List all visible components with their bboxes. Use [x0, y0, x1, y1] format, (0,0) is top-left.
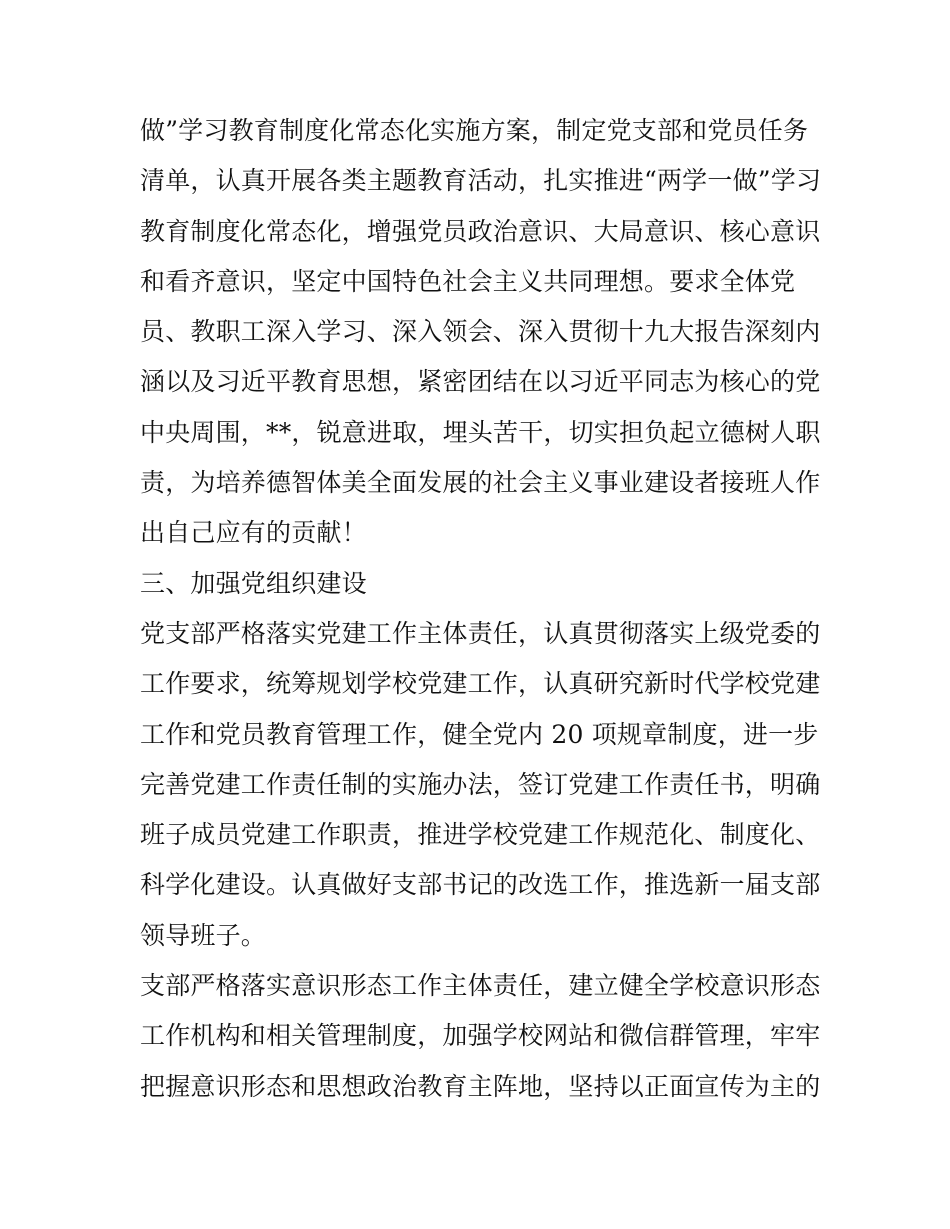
text-line: 教育制度化常态化，增强党员政治意识、大局意识、核心意识 [140, 216, 821, 246]
text-line: 工作和党员教育管理工作，健全党内 20 项规章制度，进一步 [140, 719, 819, 749]
text-line: 把握意识形态和思想政治教育主阵地，坚持以正面宣传为主的 [140, 1071, 821, 1101]
section-heading: 三、加强党组织建设 [140, 568, 367, 598]
text-line: 中央周围，**，锐意进取，埋头苦干，切实担负起立德树人职 [140, 417, 821, 447]
document-body [140, 106, 830, 1112]
text-line: 支部严格落实意识形态工作主体责任，建立健全学校意识形态 [140, 971, 821, 1001]
text-line: 科学化建设。认真做好支部书记的改选工作，推选新一届支部 [140, 870, 821, 900]
text-line: 做”学习教育制度化常态化实施方案，制定党支部和党员任务 [140, 116, 809, 145]
text-line: 党支部严格落实党建工作主体责任，认真贯彻落实上级党委的 [140, 618, 821, 648]
text-line: 领导班子。 [140, 920, 267, 950]
text-line: 清单，认真开展各类主题教育活动，扎实推进“两学一做”学习 [140, 166, 822, 196]
text-line: 责，为培养德智体美全面发展的社会主义事业建设者接班人作 [140, 468, 821, 498]
text-line: 和看齐意识，坚定中国特色社会主义共同理想。要求全体党 [140, 266, 796, 296]
text-line: 员、教职工深入学习、深入领会、深入贯彻十九大报告深刻内 [140, 317, 821, 347]
text-line: 班子成员党建工作职责，推进学校党建工作规范化、制度化、 [140, 820, 821, 850]
text-line: 工作机构和相关管理制度，加强学校网站和微信群管理，牢牢 [140, 1021, 821, 1051]
text-line: 出自己应有的贡献！ [140, 518, 367, 548]
text-line: 涵以及习近平教育思想，紧密团结在以习近平同志为核心的党 [140, 367, 821, 397]
text-line: 工作要求，统筹规划学校党建工作，认真研究新时代学校党建 [140, 669, 821, 699]
text-line: 完善党建工作责任制的实施办法，签订党建工作责任书，明确 [140, 769, 821, 799]
